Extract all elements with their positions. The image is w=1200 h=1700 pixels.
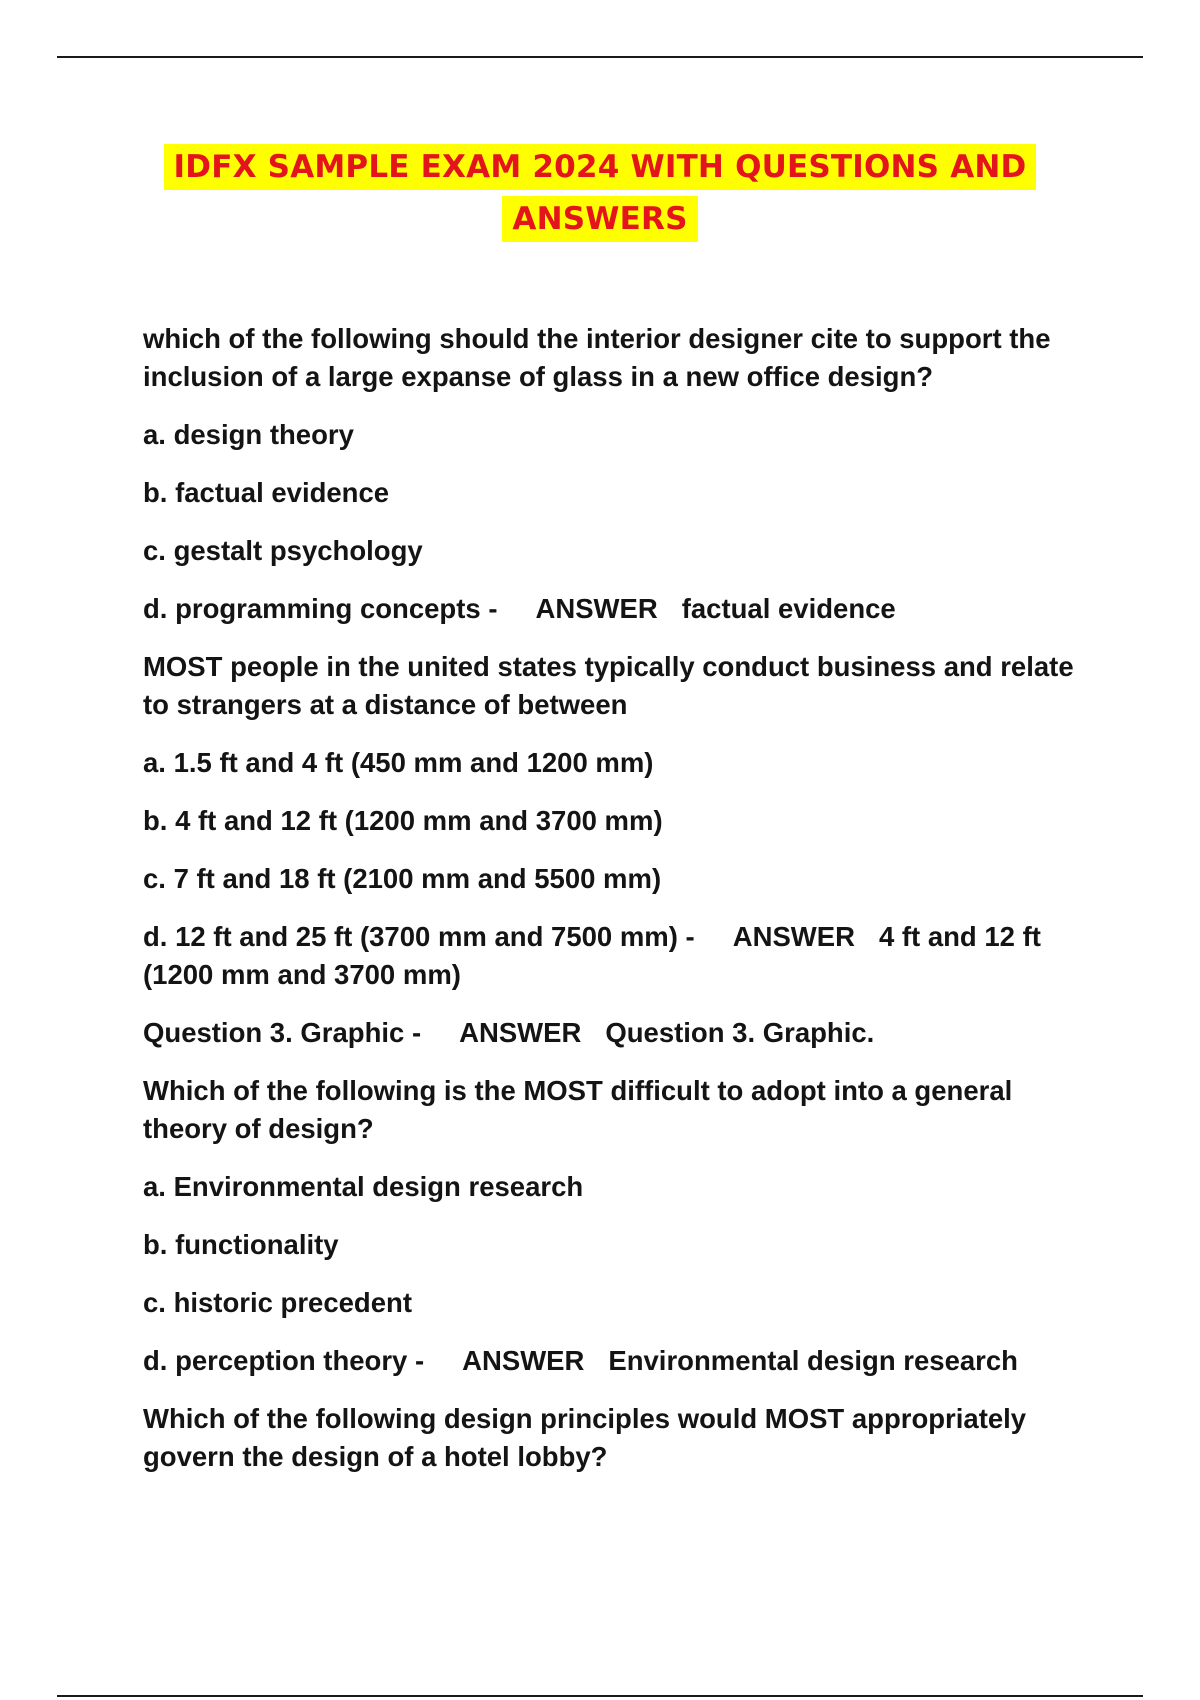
answer-label: ANSWER [459,1017,582,1048]
question-4-option-a: a. Environmental design research [143,1171,584,1202]
question-4-option-b: b. functionality [143,1229,339,1260]
answer-label: ANSWER [462,1345,585,1376]
question-2-option-d-with-answer [143,918,1093,994]
question-2-option-d: d. 12 ft and 25 ft (3700 mm and 7500 mm) - [143,921,695,952]
question-2-answer: 4 ft and 12 ft (1200 mm and 3700 mm) [143,921,1041,990]
question-2-option-c: c. 7 ft and 18 ft (2100 mm and 5500 mm) [143,863,662,894]
question-5-stem: Which of the following design principles would MOST appropriately govern the design of a hotel lobby? [143,1403,1027,1472]
question-3-stem: Question 3. Graphic - [143,1017,422,1048]
question-4-option-c: c. historic precedent [143,1287,412,1318]
answer-label: ANSWER [732,921,855,952]
top-rule [57,56,1143,58]
title-line-2: ANSWERS [502,196,697,242]
document-title [0,144,1200,242]
question-1-stem: which of the following should the interior designer cite to support the inclusion of a large expanse of glass in a new office design? [143,323,1051,392]
question-1-option-c: c. gestalt psychology [143,535,423,566]
question-1-option-b: b. factual evidence [143,477,390,508]
title-line-1: IDFX SAMPLE EXAM 2024 WITH QUESTIONS AND [164,144,1037,190]
question-2-stem: MOST people in the united states typically conduct business and relate to strangers at a distance of between [143,651,1074,720]
question-4-option-d: d. perception theory - [143,1345,425,1376]
question-1-option-d-with-answer [143,590,1093,628]
question-3-with-answer [143,1014,1093,1052]
question-1-option-d: d. programming concepts - [143,593,498,624]
question-3-answer: Question 3. Graphic. [605,1017,875,1048]
answer-label: ANSWER [535,593,658,624]
exam-content [143,320,1093,1496]
question-4-answer: Environmental design research [608,1345,1018,1376]
question-2-option-a: a. 1.5 ft and 4 ft (450 mm and 1200 mm) [143,747,654,778]
question-1-answer: factual evidence [681,593,896,624]
question-4-stem: Which of the following is the MOST difficult to adopt into a general theory of design? [143,1075,1013,1144]
question-4-option-d-with-answer [143,1342,1093,1380]
question-1-option-a: a. design theory [143,419,354,450]
question-2-option-b: b. 4 ft and 12 ft (1200 mm and 3700 mm) [143,805,663,836]
bottom-rule [57,1695,1143,1697]
